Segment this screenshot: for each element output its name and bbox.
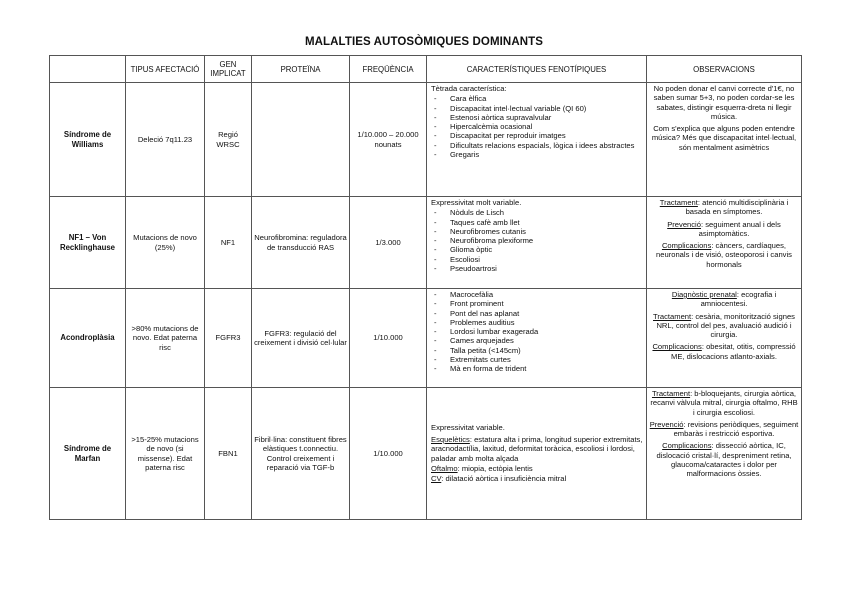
feature-section-label: Esquelètics [431,434,470,444]
header-gen: GEN IMPLICAT [205,56,252,83]
feature-section-detail: : estatura alta i prima, longitud superior extremitats, aracnodactília, laxitud, deformitat toràcica, escoliosi i lordosi, paladar amb molta alçada [431,434,643,463]
features-cell [427,83,647,197]
observation-label: Tractament [653,311,692,321]
features-list [431,94,644,159]
list-item: - Taques cafè amb llet [431,218,644,227]
observation-text [649,420,799,439]
observation-label: Complicacions [661,241,712,251]
feature-section-label: CV [431,474,442,484]
observation-text [649,198,799,217]
header-blank [50,56,126,83]
header-caracteristiques: CARACTERÍSTIQUES FENOTÍPIQUES [427,56,647,83]
list-item: - Cara èlfica [431,94,644,103]
observation-detail: : càncers, cardíaques, neuronals i de visió, osteoporosi i canvis hormonals [656,241,792,269]
list-item: - Dificultats relacions espacials, lògica i idees abstractes [431,141,644,150]
frequencia-cell: 1/10.000 [350,388,427,520]
observation-text: Com s'explica que alguns poden entendre música? Més que discapacitat intel·lectual, són mentalment asimètrics [651,124,797,152]
observation-detail: : revisions periòdiques, seguiment embaràs i restricció esportiva. [673,419,799,439]
header-frequencia: FREQÜÈNCIA [350,56,427,83]
table-row [50,289,802,388]
features-intro: Expressivitat molt variable. [431,198,522,207]
observation-text [649,290,799,309]
tipus-cell: >80% mutacions de novo. Edat paterna risc [126,289,205,388]
observation-detail: : cesària, monitorització signes NRL, control del pes, avaluació audició i cirurgia. [656,311,795,340]
observations-cell [647,197,802,289]
table-row [50,197,802,289]
gen-cell: Regió WRSC [205,83,252,197]
observation-text [649,220,799,239]
list-item: - Neurofibromes cutanis [431,227,644,236]
observation-text [649,241,799,269]
observation-label: Tractament [651,389,691,398]
proteina-cell: Neurofibromina: reguladora de transducció RAS [252,197,350,289]
observation-label: Tractament [659,198,698,207]
list-item: - Discapacitat per reproduir imatges [431,131,644,140]
disease-name: Síndrome de Marfan [50,388,126,520]
disease-name: Síndrome de Williams [50,83,126,197]
observation-label: Prevenció [667,219,701,229]
gen-cell: FBN1 [205,388,252,520]
header-row [50,56,802,83]
observation-text [649,389,799,417]
list-item: - Macrocefàlia [431,290,644,299]
tipus-cell: Mutacions de novo (25%) [126,197,205,289]
observation-label: Diagnòstic prenatal [671,290,737,299]
list-item: - Discapacitat intel·lectual variable (QI 60) [431,104,644,113]
list-item: - Pseudoartrosi [431,264,644,273]
list-item: - Nòduls de Lisch [431,208,644,217]
features-intro: Expressivitat variable. [431,422,505,432]
list-item: - Problemes auditius [431,318,644,327]
feature-section-detail: : miopia, ectòpia lentis [457,463,533,473]
list-item: - Escoliosi [431,255,644,264]
list-item: - Mà en forma de trident [431,364,644,373]
feature-section [431,474,644,483]
page-title: MALALTIES AUTOSÒMIQUES DOMINANTS [304,36,544,48]
tipus-cell: >15-25% mutacions de novo (si missense). Edat paterna risc [126,388,205,520]
list-item: - Pont del nas aplanat [431,309,644,318]
list-item: - Front prominent [431,299,644,308]
features-list [431,208,644,273]
features-list [431,290,644,374]
observation-detail: : b-bloquejants, cirurgia aòrtica, recanvi vàlvula mitral, cirurgia oftalmo, RHB i cirurgia escoliosi. [650,389,798,417]
list-item: - Estenosi aòrtica supravalvular [431,113,644,122]
header-proteina: PROTEÏNA [252,56,350,83]
features-cell [427,388,647,520]
list-item: - Extremitats curtes [431,355,644,364]
proteina-cell: FGFR3: regulació del creixement i divisió cel·lular [252,289,350,388]
observation-detail: : obesitat, otitis, compressió ME, dislocacions atlanto-axials. [671,342,796,361]
diseases-table [49,55,802,520]
observation-detail: : seguiment anual i dels asimptomàtics. [698,219,781,238]
observation-detail: : ecografia i amniocentesi. [700,290,777,309]
list-item: - Neurofibroma plexiforme [431,236,644,245]
gen-cell: FGFR3 [205,289,252,388]
header-observacions: OBSERVACIONS [647,56,802,83]
frequencia-cell: 1/3.000 [350,197,427,289]
feature-section-detail: : dilatació aòrtica i insuficiència mitral [441,474,567,484]
disease-name: Acondroplàsia [50,289,126,388]
feature-section [431,464,644,473]
header-tipus: TIPUS AFECTACIÓ [126,56,205,83]
observations-cell [647,83,802,197]
list-item: - Lordosi lumbar exagerada [431,327,644,336]
list-item: - Hipercalcèmia ocasional [431,122,644,131]
observation-label: Complicacions [662,441,712,451]
gen-cell: NF1 [205,197,252,289]
list-item: - Gregaris [431,150,644,159]
table-row [50,388,802,520]
disease-name: NF1 – Von Recklinghause [50,197,126,289]
observations-cell [647,289,802,388]
features-intro: Tètrada característica: [431,84,507,93]
table-row [50,83,802,197]
tipus-cell: Deleció 7q11.23 [126,83,205,197]
feature-section [431,435,644,463]
features-cell [427,289,647,388]
list-item: - Cames arquejades [431,336,644,345]
frequencia-cell: 1/10.000 [350,289,427,388]
list-item: - Talla petita (<145cm) [431,346,644,355]
frequencia-cell: 1/10.000 – 20.000 nounats [350,83,427,197]
observations-cell [647,388,802,520]
observation-text: No poden donar el canvi correcte d'1€, no saben sumar 5+3, no poden cordar-se les sabates, distingir esquerra-dreta ni llegir música. [653,84,795,121]
observation-detail: : atenció multidisciplinària i basada en símptomes. [685,198,789,217]
observation-text [649,342,799,361]
feature-section-label: Oftalmo [431,463,458,473]
proteina-cell [252,83,350,197]
list-item: - Glioma òptic [431,245,644,254]
observation-label: Complicacions [652,342,702,352]
observation-text [649,441,799,478]
features-cell [427,197,647,289]
observation-detail: : dissecció aòrtica, IC, dislocació cristal·lí, despreniment retina, glaucoma/cataractes i dolor per malformacions òssies. [656,441,792,479]
observation-text [649,312,799,340]
proteina-cell: Fibril·lina: constituent fibres elàstiques t.connectiu. Control creixement i reparació via TGF-b [252,388,350,520]
observation-label: Prevenció [649,419,684,429]
